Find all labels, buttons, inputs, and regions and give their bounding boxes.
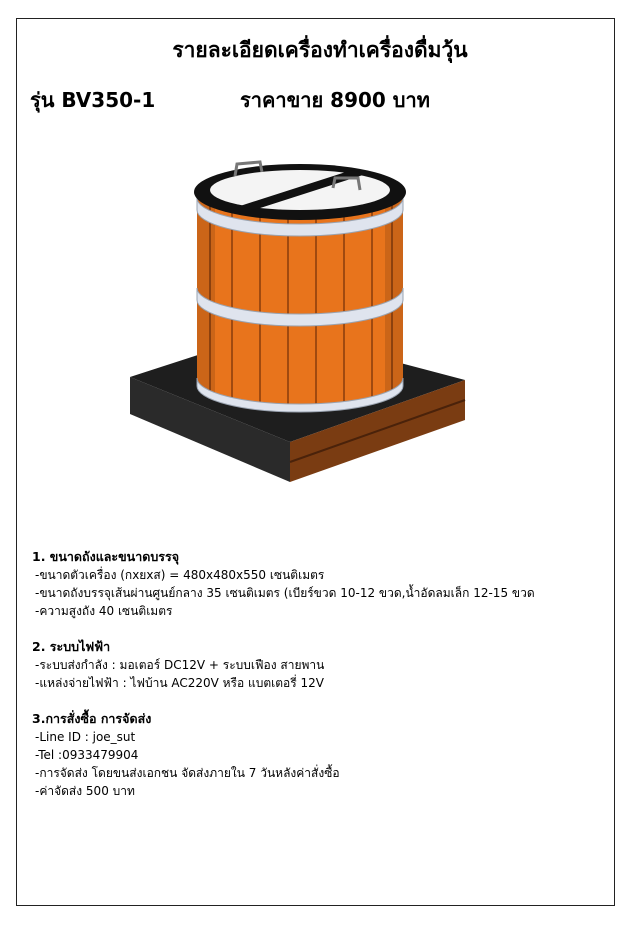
section-line: -ขนาดถังบรรจุเส้นผ่านศูนย์กลาง 35 เซนติเมตร (เบียร์ขวด 10-12 ขวด,น้ำอัดลมเล็ก 12-15 ขวด	[35, 586, 535, 600]
section-line: -Tel :0933479904	[35, 748, 139, 762]
section-heading: 2. ระบบไฟฟ้า	[32, 639, 111, 654]
section-line: -ระบบส่งกำลัง : มอเตอร์ DC12V + ระบบเฟือง สายพาน	[35, 658, 325, 672]
section-line: -Line ID : joe_sut	[35, 730, 136, 744]
section-electrical	[32, 638, 324, 692]
section-line: -ความสูงถัง 40 เซนติเมตร	[35, 604, 173, 618]
page-title: รายละเอียดเครื่องทำเครื่องดื่มวุ้น	[172, 38, 468, 62]
section-heading: 3.การสั่งซื้อ การจัดส่ง	[32, 711, 152, 726]
section-size	[32, 548, 535, 620]
section-line: -การจัดส่ง โดยขนส่งเอกชน จัดส่งภายใน 7 วันหลังค่าสั่งซื้อ	[35, 766, 340, 780]
section-line: -ค่าจัดส่ง 500 บาท	[35, 784, 135, 798]
machine-drawing	[120, 152, 480, 512]
section-line: -แหล่งจ่ายไฟฟ้า : ไฟบ้าน AC220V หรือ แบตเตอรี่ 12V	[35, 676, 324, 690]
price-label: ราคาขาย 8900 บาท	[240, 88, 430, 112]
section-heading: 1. ขนาดถังและขนาดบรรจุ	[32, 549, 180, 564]
section-line: -ขนาดตัวเครื่อง (กxยxส) = 480x480x550 เซนติเมตร	[35, 568, 325, 582]
model-label: รุ่น BV350-1	[30, 88, 156, 112]
section-ordering	[32, 710, 340, 800]
